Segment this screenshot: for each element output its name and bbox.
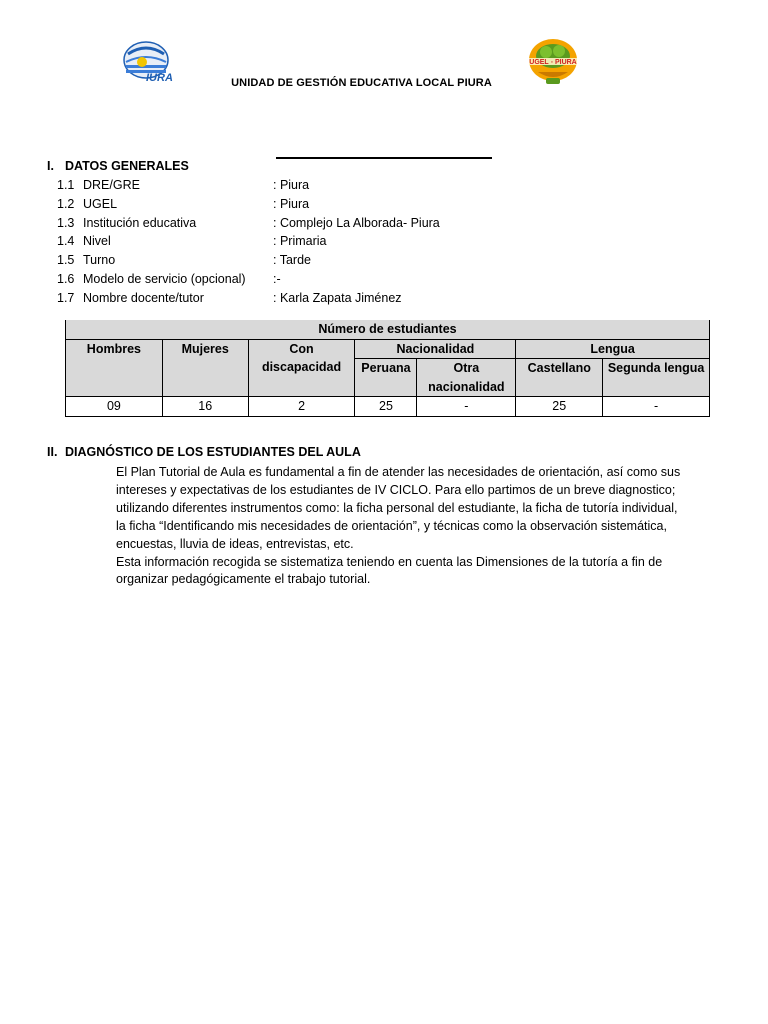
title-blank-line (276, 157, 492, 159)
header-otra-nacionalidad: Otra nacionalidad (417, 359, 516, 397)
table-row (66, 397, 710, 417)
header-discapacidad: Con discapacidad (248, 339, 355, 397)
table-title: Número de estudiantes (66, 320, 710, 339)
header-hombres: Hombres (66, 339, 163, 397)
page-header-title: UNIDAD DE GESTIÓN EDUCATIVA LOCAL PIURA (231, 77, 492, 89)
paragraph-line: El Plan Tutorial de Aula es fundamental a fin de atender las necesidades de orientación, así como sus (116, 465, 681, 479)
value-mujeres: 16 (162, 397, 248, 417)
value-peruana: 25 (355, 397, 417, 417)
value-otra-nacionalidad: - (417, 397, 516, 417)
section-2-number: II. (47, 445, 58, 459)
svg-text:IURA: IURA (146, 72, 173, 84)
value-castellano: 25 (516, 397, 603, 417)
value-hombres: 09 (66, 397, 163, 417)
section-2-heading (47, 445, 361, 459)
header-segunda-lengua: Segunda lengua (603, 359, 710, 397)
header-lengua: Lengua (516, 339, 710, 359)
value-segunda-lengua: - (603, 397, 710, 417)
section-1-title: DATOS GENERALES (65, 159, 189, 173)
section-1-number: I. (47, 159, 54, 173)
paragraph-line: Esta información recogida se sistematiza teniendo en cuenta las Dimensiones de la tutoría a fin de (116, 554, 663, 569)
svg-text:UGEL ◦ PIURA: UGEL ◦ PIURA (529, 59, 577, 66)
section-2-title: DIAGNÓSTICO DE LOS ESTUDIANTES DEL AULA (65, 445, 361, 459)
paragraph-line: la ficha “Identificando mis necesidades de orientación”, y técnicas como la observación sistemática, (116, 518, 667, 533)
paragraph-line: intereses y expectativas de los estudiantes de IV CICLO. Para ello partimos de un breve diagnostico; (116, 482, 676, 497)
paragraph-line: utilizando diferentes instrumentos como: la ficha personal del estudiante, la ficha de tutoría individual, (116, 500, 678, 515)
header-mujeres: Mujeres (162, 339, 248, 397)
students-table (65, 320, 710, 417)
section-1-heading (47, 159, 189, 173)
diagnostic-paragraph (116, 464, 716, 589)
table-row (66, 339, 710, 359)
header-nacionalidad: Nacionalidad (355, 339, 516, 359)
paragraph-line: organizar pedagógicamente el trabajo tutorial. (116, 572, 371, 587)
value-discapacidad: 2 (248, 397, 355, 417)
paragraph-line: encuestas, lluvia de ideas, entrevistas, etc. (116, 536, 354, 551)
header-castellano: Castellano (516, 359, 603, 397)
header-peruana: Peruana (355, 359, 417, 397)
table-row (66, 320, 710, 339)
